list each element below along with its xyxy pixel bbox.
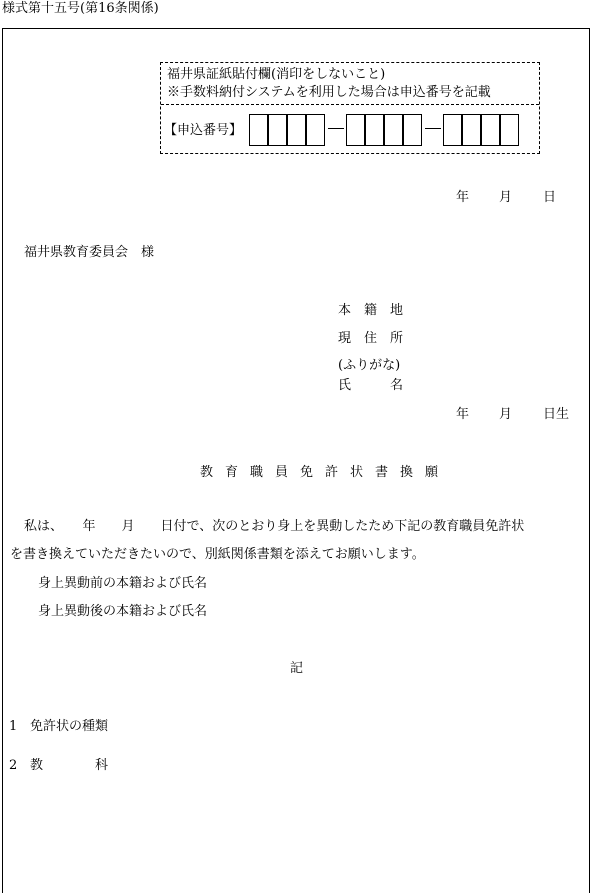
stamp-line-1: 福井県証紙貼付欄(消印をしないこと) xyxy=(167,67,386,82)
digit-box[interactable] xyxy=(346,114,365,146)
item-label: 免許状の種類 xyxy=(30,719,109,734)
date-year: 年 xyxy=(456,190,470,205)
number-separator xyxy=(328,128,344,129)
application-number-label: 【申込番号】 xyxy=(164,123,243,138)
digit-box[interactable] xyxy=(384,114,403,146)
digit-box[interactable] xyxy=(249,114,268,146)
ki-heading: 記 xyxy=(290,661,304,676)
digit-box[interactable] xyxy=(306,114,325,146)
furigana-label: (ふりがな) xyxy=(338,358,401,373)
addressee: 福井県教育委員会 様 xyxy=(24,245,155,260)
item-number: 1 xyxy=(9,719,18,734)
digit-box[interactable] xyxy=(403,114,422,146)
body-line-1: 私は、 年 月 日付で、次のとおり身上を異動したため下記の教育職員免許状 xyxy=(24,519,525,534)
digit-box[interactable] xyxy=(481,114,500,146)
after-change-line: 身上異動後の本籍および氏名 xyxy=(38,604,208,619)
item-number: 2 xyxy=(9,758,18,773)
digit-box[interactable] xyxy=(287,114,306,146)
form-number: 様式第十五号(第16条関係) xyxy=(2,1,159,16)
digit-box[interactable] xyxy=(365,114,384,146)
digit-box[interactable] xyxy=(443,114,462,146)
birth-month: 月 xyxy=(499,407,513,422)
number-separator xyxy=(425,128,441,129)
digit-box[interactable] xyxy=(268,114,287,146)
item-label: 教 科 xyxy=(30,758,109,773)
before-change-line: 身上異動前の本籍および氏名 xyxy=(38,576,208,591)
body-line-2: を書き換えていただきたいので、別紙関係書類を添えてお願いします。 xyxy=(10,547,425,562)
date-month: 月 xyxy=(499,190,513,205)
stamp-line-2: ※手数料納付システムを利用した場合は申込番号を記載 xyxy=(167,85,491,100)
stamp-divider xyxy=(161,104,539,105)
digit-box[interactable] xyxy=(462,114,481,146)
document-title: 教育職員免許状書換願 xyxy=(200,465,451,480)
domicile-label: 本 籍 地 xyxy=(338,303,404,318)
birth-day: 日生 xyxy=(543,407,570,422)
date-day: 日 xyxy=(543,190,557,205)
digit-box[interactable] xyxy=(500,114,519,146)
name-label: 氏 名 xyxy=(338,378,404,393)
address-label: 現 住 所 xyxy=(338,331,404,346)
birth-year: 年 xyxy=(456,407,470,422)
